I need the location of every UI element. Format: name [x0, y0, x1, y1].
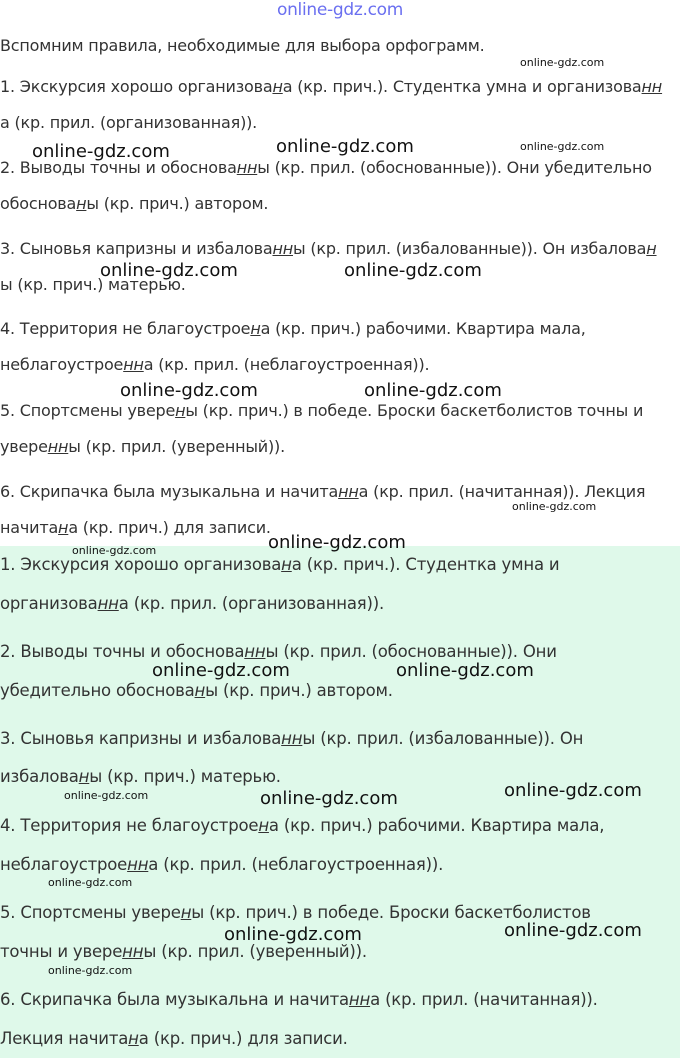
s2-item-2-line-2: убедительно обоснованы (кр. прич.) автором. — [0, 681, 393, 700]
s2-item-5-line-2: точны и уверенны (кр. прил. (уверенный)). — [0, 942, 367, 961]
s2-item-5-line-1: 5. Спортсмены уверены (кр. прич.) в победе. Броски баскетболистов — [0, 903, 591, 922]
watermark: online-gdz.com — [32, 141, 170, 162]
s1-item-6-line-2: начитана (кр. прич.) для записи. — [0, 518, 271, 537]
site-logo: online-gdz.com — [276, 0, 403, 20]
s2-item-4-line-1: 4. Территория не благоустроена (кр. прич.) рабочими. Квартира мала, — [0, 816, 605, 835]
s2-item-6-line-2: Лекция начитана (кр. прич.) для записи. — [0, 1029, 348, 1048]
s2-item-4-line-2: неблагоустроенна (кр. прил. (неблагоустроенная)). — [0, 855, 444, 874]
s2-item-3-line-1: 3. Сыновья капризны и избалованны (кр. прил. (избалованные)). Он — [0, 729, 584, 748]
watermark: online-gdz.com — [396, 660, 534, 681]
s2-item-2-line-1: 2. Выводы точны и обоснованны (кр. прил. (обоснованные)). Они — [0, 642, 557, 661]
s2-item-6-line-1: 6. Скрипачка была музыкальна и начитанна (кр. прил. (начитанная)). — [0, 990, 598, 1009]
s1-item-6-line-1: 6. Скрипачка была музыкальна и начитанна (кр. прил. (начитанная)). Лекция — [0, 482, 646, 501]
watermark: online-gdz.com — [268, 532, 406, 553]
watermark: online-gdz.com — [48, 964, 133, 977]
s1-item-3-line-2: ы (кр. прич.) матерью. — [0, 275, 186, 294]
s1-item-3-line-1: 3. Сыновья капризны и избалованны (кр. прил. (избалованные)). Он избалован — [0, 239, 657, 258]
intro-text: Вспомним правила, необходимые для выбора орфограмм. — [0, 36, 485, 55]
watermark: online-gdz.com — [512, 500, 597, 513]
s1-item-4-line-1: 4. Территория не благоустроена (кр. прич.) рабочими. Квартира мала, — [0, 319, 586, 338]
watermark: online-gdz.com — [48, 876, 133, 889]
s1-item-2-line-2: обоснованы (кр. прич.) автором. — [0, 194, 269, 213]
watermark: online-gdz.com — [504, 780, 642, 801]
watermark: online-gdz.com — [224, 924, 362, 945]
watermark: online-gdz.com — [520, 56, 605, 69]
s1-item-5-line-1: 5. Спортсмены уверены (кр. прич.) в победе. Броски баскетболистов точны и — [0, 401, 644, 420]
watermark: online-gdz.com — [260, 788, 398, 809]
s2-item-3-line-2: избалованы (кр. прич.) матерью. — [0, 767, 281, 786]
watermark: online-gdz.com — [344, 260, 482, 281]
s2-item-1-line-1: 1. Экскурсия хорошо организована (кр. прич.). Студентка умна и — [0, 555, 560, 574]
watermark: online-gdz.com — [364, 380, 502, 401]
s1-item-1-line-2: а (кр. прил. (организованная)). — [0, 113, 258, 132]
watermark: online-gdz.com — [64, 789, 149, 802]
watermark: online-gdz.com — [100, 260, 238, 281]
s1-item-2-line-1: 2. Выводы точны и обоснованны (кр. прил. (обоснованные)). Они убедительно — [0, 158, 652, 177]
s1-item-1-line-1: 1. Экскурсия хорошо организована (кр. прич.). Студентка умна и организованн — [0, 77, 663, 96]
s1-item-5-line-2: уверенны (кр. прил. (уверенный)). — [0, 437, 285, 456]
watermark: online-gdz.com — [120, 380, 258, 401]
s2-item-1-line-2: организованна (кр. прил. (организованная)). — [0, 594, 385, 613]
s1-item-4-line-2: неблагоустроенна (кр. прил. (неблагоустроенная)). — [0, 355, 430, 374]
watermark: online-gdz.com — [152, 660, 290, 681]
watermark: online-gdz.com — [72, 544, 157, 557]
watermark: online-gdz.com — [520, 140, 605, 153]
watermark: online-gdz.com — [276, 136, 414, 157]
watermark: online-gdz.com — [504, 920, 642, 941]
